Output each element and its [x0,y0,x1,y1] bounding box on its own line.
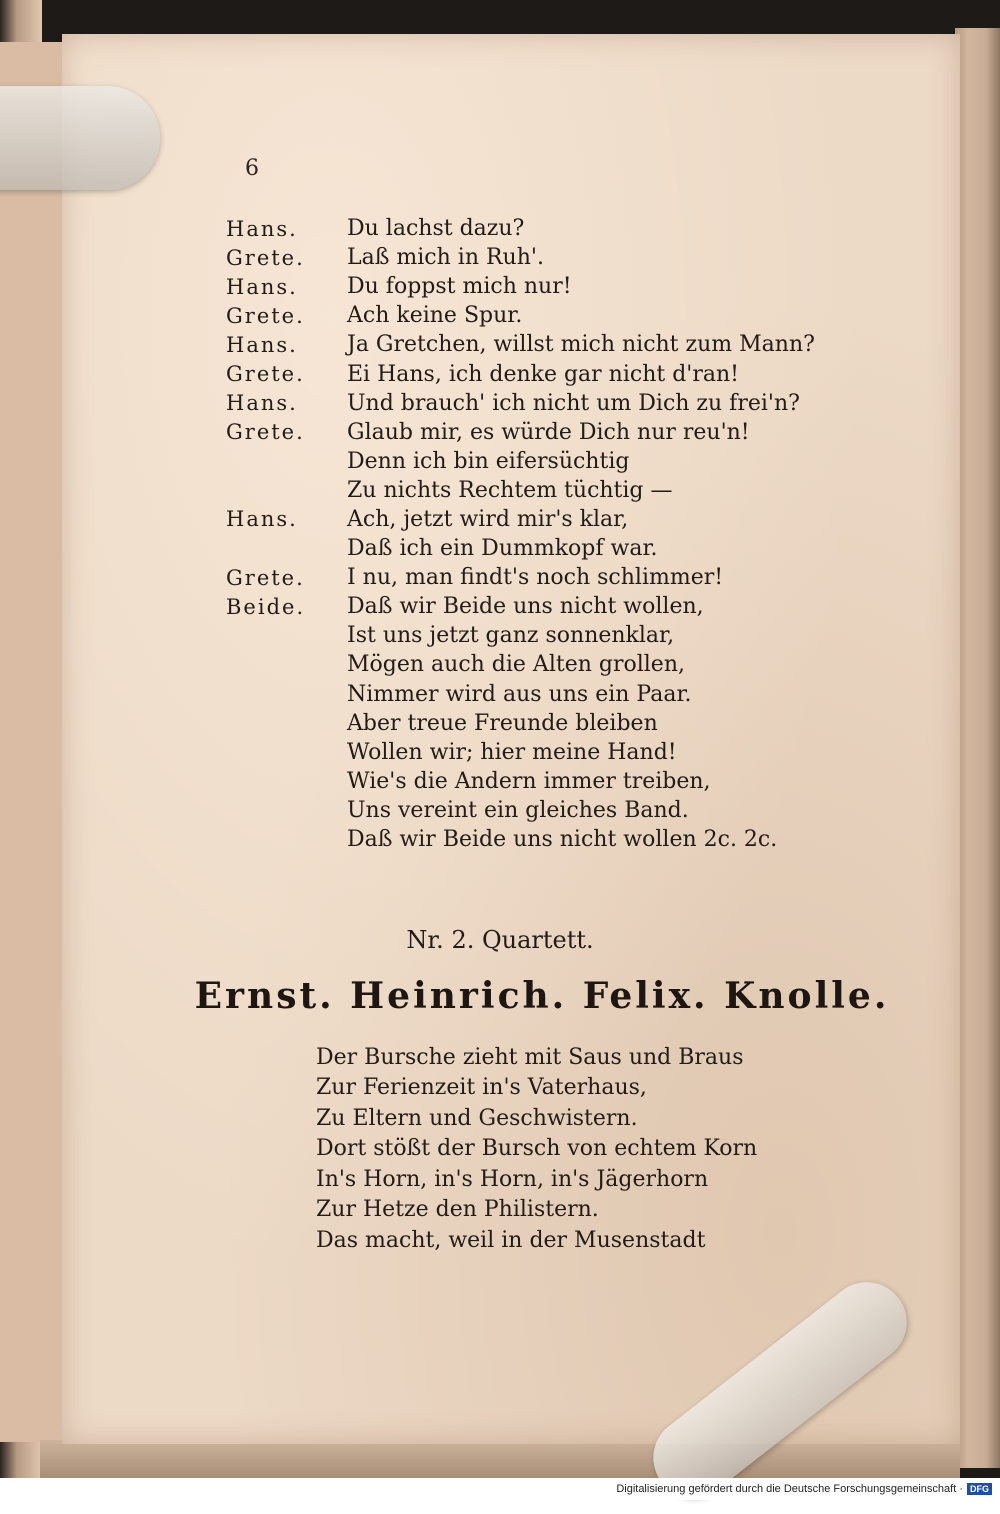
speaker-name: Beide. [226,594,306,619]
funding-text: Digitalisierung gefördert durch die Deutsche Forschungsgemeinschaft · [616,1483,963,1495]
dialogue-line [226,650,906,679]
speaker-name: Hans. [226,274,298,299]
page-stack-left [0,42,70,1442]
verse-text: Wie's die Andern immer treiben, [347,768,711,794]
page-holder-clip-top [0,86,160,190]
speaker-name: Hans. [226,216,298,241]
verse-text: Zu nichts Rechtem tüchtig — [347,477,673,503]
funding-footer [0,1478,1000,1500]
verse-text: Daß wir Beide uns nicht wollen, [347,594,704,620]
dialogue-line [226,330,906,359]
verse-text: Daß wir Beide uns nicht wollen 2c. 2c. [347,827,778,853]
speaker-name: Hans. [226,391,298,416]
stanza-line: Der Bursche zieht mit Saus und Braus [316,1044,744,1070]
speaker-name: Grete. [226,362,305,387]
verse-text: Wollen wir; hier meine Hand! [347,739,677,765]
dialogue-line [226,505,906,534]
stanza-line: Das macht, weil in der Musenstadt [316,1227,706,1253]
stanza-line: Zur Hetze den Philistern. [316,1197,599,1223]
dialogue-line [226,214,906,243]
verse-text: Ei Hans, ich denke gar nicht d'ran! [347,361,739,387]
stanza-line: In's Horn, in's Horn, in's Jägerhorn [316,1166,709,1192]
dialogue-line [226,476,906,505]
dialogue-line [226,534,906,563]
section-characters: Ernst. Heinrich. Felix. Knolle. [194,975,890,1017]
dialogue-line [226,418,906,447]
dialogue-block [226,214,906,854]
verse-text: Ach, jetzt wird mir's klar, [347,506,629,532]
book-cover-right-edge [955,28,1000,1468]
page-stack-bottom [40,1440,960,1478]
verse-text: Daß ich ein Dummkopf war. [347,536,658,562]
stanza-line: Dort stößt der Bursch von echtem Korn [316,1136,758,1162]
dialogue-line [226,272,906,301]
dialogue-line [226,359,906,388]
verse-text: Ach keine Spur. [347,303,523,329]
dialogue-line [226,592,906,621]
dialogue-line [226,301,906,330]
dialogue-line [226,680,906,709]
verse-text: Du foppst mich nur! [347,274,572,300]
verse-text: Laß mich in Ruh'. [347,245,544,271]
section-number: Nr. 2. Quartett. [406,926,594,954]
speaker-name: Grete. [226,565,305,590]
speaker-name: Grete. [226,303,305,328]
dialogue-line [226,389,906,418]
dialogue-line [226,796,906,825]
verse-text: Du lachst dazu? [347,216,525,242]
dialogue-line [226,767,906,796]
dialogue-line [226,563,906,592]
verse-text: Glaub mir, es würde Dich nur reu'n! [347,419,750,445]
verse-text: Denn ich bin eifersüchtig [347,448,630,474]
dialogue-line [226,243,906,272]
stanza-line: Zu Eltern und Geschwistern. [316,1105,638,1131]
dialogue-line [226,447,906,476]
speaker-name: Grete. [226,420,305,445]
verse-text: Und brauch' ich nicht um Dich zu frei'n? [347,390,800,416]
stanza-line: Zur Ferienzeit in's Vaterhaus, [316,1075,647,1101]
page-number: 6 [245,156,259,181]
song-stanza [316,1042,757,1256]
dfg-logo: DFG [967,1483,992,1495]
speaker-name: Hans. [226,507,298,532]
verse-text: Ist uns jetzt ganz sonnenklar, [347,623,675,649]
verse-text: I nu, man findt's noch schlimmer! [347,565,724,591]
dialogue-line [226,709,906,738]
verse-text: Nimmer wird aus uns ein Paar. [347,681,692,707]
verse-text: Ja Gretchen, willst mich nicht zum Mann? [347,332,815,358]
dialogue-line [226,621,906,650]
verse-text: Aber treue Freunde bleiben [347,710,658,736]
dialogue-line [226,825,906,854]
dialogue-line [226,738,906,767]
speaker-name: Hans. [226,332,298,357]
verse-text: Uns vereint ein gleiches Band. [347,797,689,823]
verse-text: Mögen auch die Alten grollen, [347,652,685,678]
speaker-name: Grete. [226,245,305,270]
